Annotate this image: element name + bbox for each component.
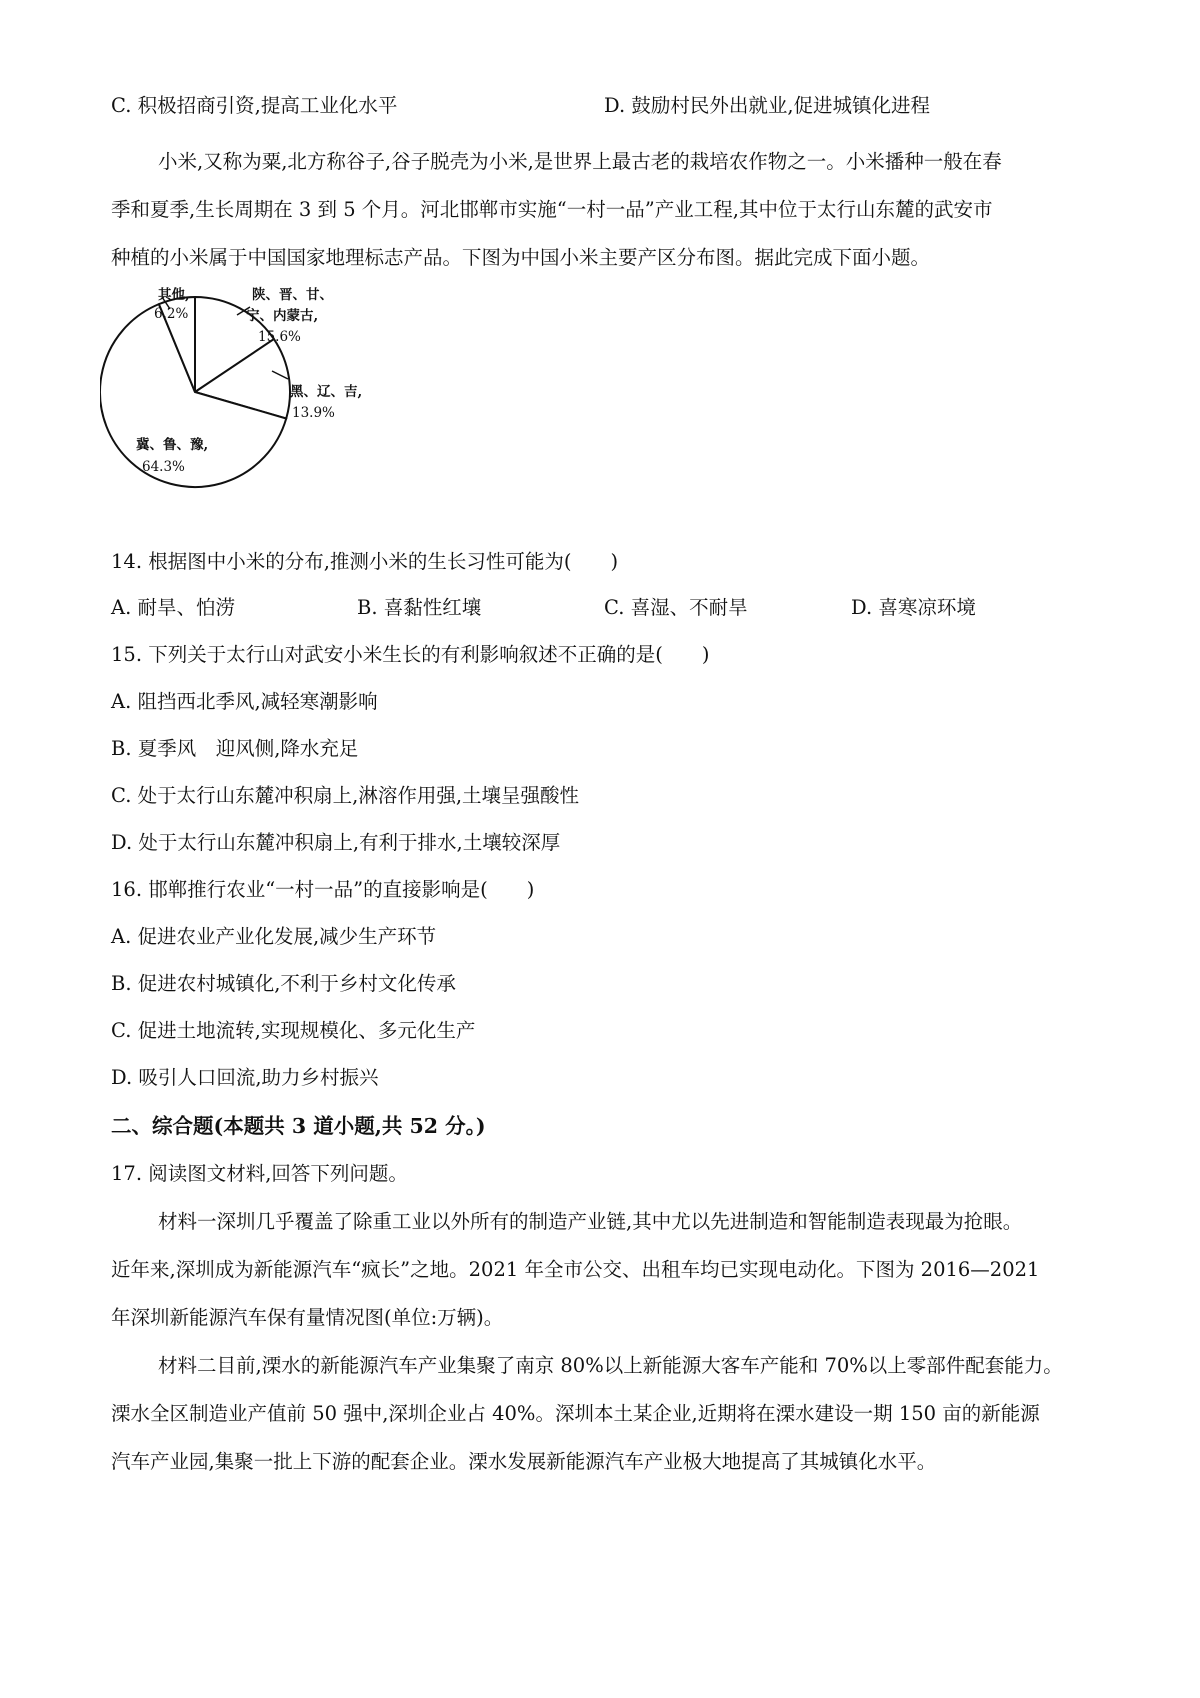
millet-pie-chart [100,285,420,530]
q14-option-b: B. 喜黏性红壤 [357,596,482,619]
label-nw-name-2: 宁、内蒙古, [246,308,319,324]
q17-material1-line-2: 近年来,深圳成为新能源汽车“疯长”之地。2021 年全市公交、出租车均已实现电动化。下图为 2016—2021 [111,1258,1040,1281]
label-nw-value: 15.6% [258,329,301,345]
q14-stem: 14. 根据图中小米的分布,推测小米的生长习性可能为( ) [111,550,619,573]
label-ne-name: 黑、辽、吉, [290,384,363,400]
q15-stem: 15. 下列关于太行山对武安小米生长的有利影响叙述不正确的是( ) [111,643,710,666]
q16-option-d: D. 吸引人口回流,助力乡村振兴 [111,1066,379,1089]
q15-option-c: C. 处于太行山东麓冲积扇上,淋溶作用强,土壤呈强酸性 [111,784,580,807]
q14-option-a: A. 耐旱、怕涝 [111,596,235,619]
label-other-value: 6.2% [154,306,189,322]
q17-material2-line-3: 汽车产业园,集聚一批上下游的配套企业。溧水发展新能源汽车产业极大地提高了其城镇化水平。 [111,1450,937,1473]
label-jiluyu-name: 冀、鲁、豫, [136,437,209,453]
intro-line-1: 小米,又称为粟,北方称谷子,谷子脱壳为小米,是世界上最古老的栽培农作物之一。小米播种一般在春 [158,150,1002,173]
section-2-heading: 二、综合题(本题共 3 道小题,共 52 分。) [111,1114,486,1138]
q16-stem: 16. 邯郸推行农业“一村一品”的直接影响是( ) [111,878,535,901]
q17-material1-line-1: 材料一深圳几乎覆盖了除重工业以外所有的制造产业链,其中尤以先进制造和智能制造表现最为抢眼。 [158,1210,1023,1233]
label-jiluyu-value: 64.3% [142,459,185,475]
q16-option-a: A. 促进农业产业化发展,减少生产环节 [111,925,437,948]
q15-option-d: D. 处于太行山东麓冲积扇上,有利于排水,土壤较深厚 [111,831,561,854]
label-nw-name-1: 陕、晋、甘、 [252,287,333,303]
q17-stem: 17. 阅读图文材料,回答下列问题。 [111,1162,408,1185]
q17-material2-line-1: 材料二目前,溧水的新能源汽车产业集聚了南京 80%以上新能源大客车产能和 70%以上零部件配套能力。 [158,1354,1063,1377]
q13-option-d: D. 鼓励村民外出就业,促进城镇化进程 [604,94,931,117]
intro-line-2: 季和夏季,生长周期在 3 到 5 个月。河北邯郸市实施“一村一品”产业工程,其中位于太行山东麓的武安市 [111,198,993,221]
q15-option-a: A. 阻挡西北季风,减轻寒潮影响 [111,690,378,713]
q14-option-c: C. 喜湿、不耐旱 [604,596,748,619]
q15-option-b: B. 夏季风 迎风侧,降水充足 [111,737,359,760]
q16-option-b: B. 促进农村城镇化,不利于乡村文化传承 [111,972,456,995]
q13-option-c: C. 积极招商引资,提高工业化水平 [111,94,398,117]
label-other-name: 其他, [158,287,190,303]
intro-line-3: 种植的小米属于中国国家地理标志产品。下图为中国小米主要产区分布图。据此完成下面小题。 [111,246,931,269]
q17-material1-line-3: 年深圳新能源汽车保有量情况图(单位:万辆)。 [111,1306,504,1329]
q16-option-c: C. 促进土地流转,实现规模化、多元化生产 [111,1019,476,1042]
q14-option-d: D. 喜寒凉环境 [851,596,976,619]
label-ne-value: 13.9% [292,405,335,421]
q17-material2-line-2: 溧水全区制造业产值前 50 强中,深圳企业占 40%。深圳本土某企业,近期将在溧水建设一期 150 亩的新能源 [111,1402,1040,1425]
